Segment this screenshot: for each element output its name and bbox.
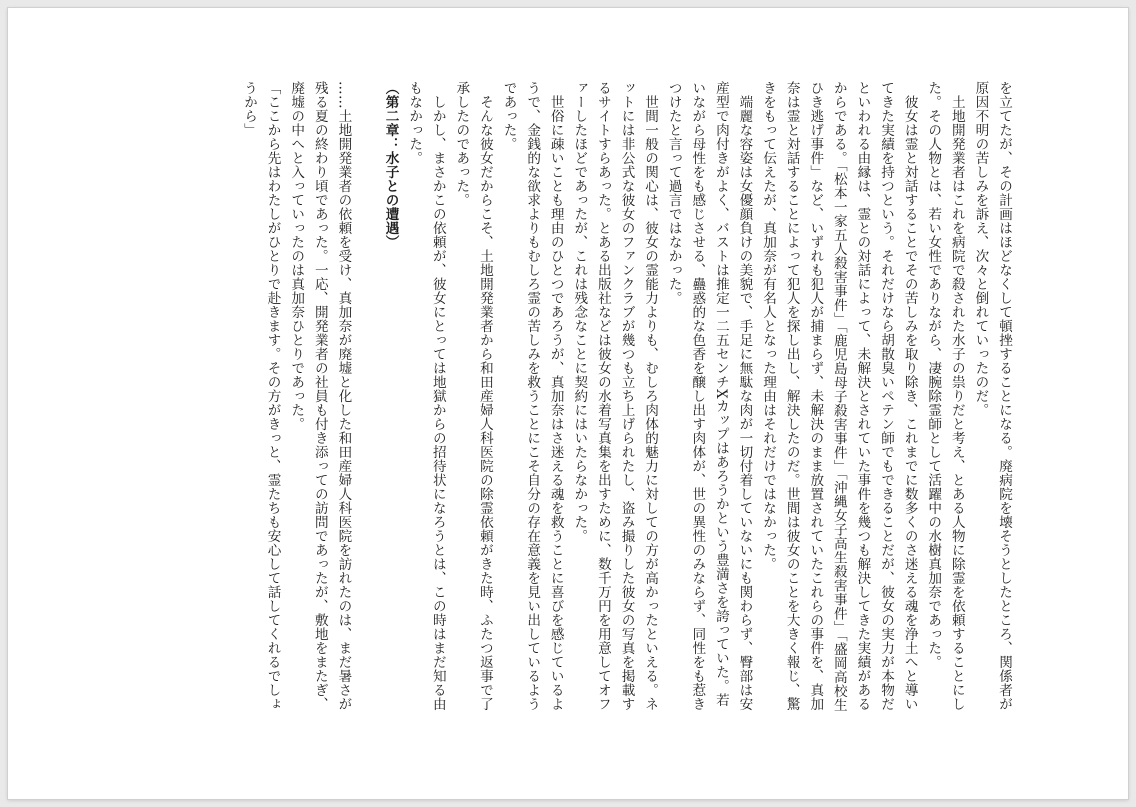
paragraph: そんな彼女だからこそ、土地開発業者から和田産婦人科医院の除霊依頼がきた時、ふたつ返事で了承したのであった。 (453, 81, 493, 711)
paragraph: 端麗な容姿は女優顔負けの美貌で、手足に無駄な肉が一切付着していないにも関わらず、臀部は安産型で肉付きがよく、バストは推定一二五センチXカップはあろうかという豊満さを誇っていた。若いながら母性をも感じさせる、蠱惑的な色香を醸し出す肉体が、世の異性のみならず、同性をも惹きつけたと言って過言ではなかった。 (665, 81, 753, 711)
paragraph: 「ここから先はわたしがひとりで赴きます。その方がきっと、霊たちも安心して話してくれるでしょうから」 (241, 81, 281, 711)
paragraph: ……土地開発業者の依頼を受け、真加奈が廃墟と化した和田産婦人科医院を訪れたのは、まだ暑さが残る夏の終わり頃であった。一応、開発業者の社員も付き添っての訪問であったが、敷地をまたぎ、廃墟の中へと入っていったのは真加奈ひとりであった。 (288, 81, 352, 711)
vertical-text-body (236, 81, 1015, 721)
paragraph: 世間一般の関心は、彼女の霊能力よりも、むしろ肉体的魅力に対しての方が高かったといえる。ネットには非公式な彼女のファンクラブが幾つも立ち上げられたし、盗み撮りした彼女の写真を掲載するサイトすらあった。とある出版社などは彼女の水着写真集を出すために、数千万円を用意してオファーしたほどであったが、これは残念なことに契約にはいたらなかった。 (571, 81, 659, 711)
paragraph: しかし、まさかこの依頼が、彼女にとっては地獄からの招待状になろうとは、この時はまだ知る由もなかった。 (406, 81, 446, 711)
paragraph: を立てたが、その計画はほどなくして頓挫することになる。廃病院を壊そうとしたところ、関係者が原因不明の苦しみを訴え、次々と倒れていったのだ。 (972, 81, 1012, 711)
chapter-heading: （第二章：水子との遭遇） (382, 81, 399, 249)
paragraph: 彼女は霊と対話することでその苦しみを取り除き、これまでに数多くのさ迷える魂を浄土へと導いてきた実績を持つという。それだけなら胡散臭いペテン師でもできることだが、彼女の実力が本物だといわれる由縁は、霊との対話によって、未解決とされていた事件を幾つも解決してきた実績があるからである。「松本一家五人殺害事件」「鹿児島母子殺害事件」「沖縄女子高生殺害事件」「盛岡高校生ひき逃げ事件」など、いずれも犯人が捕まらず、未解決のまま放置されていたこれらの事件を、真加奈は霊と対話することによって犯人を探し出し、解決したのだ。世間は彼女のことを大きく報じ、驚きをもって伝えたが、真加奈が有名人となった理由はそれだけではなかった。 (760, 81, 918, 712)
document-page (8, 8, 1128, 799)
paragraph: 世俗に疎いことも理由のひとつであろうが、真加奈はさ迷える魂を救うことに喜びを感じているようで、金銭的な欲求よりもむしろ霊の苦しみを救うことにこそ自分の存在意義を見い出しているようであった。 (500, 81, 564, 711)
paragraph: 土地開発業者はこれを病院で殺された水子の祟りだと考え、とある人物に除霊を依頼することにした。その人物とは、若い女性でありながら、凄腕除霊師として活躍中の水樹真加奈であった。 (925, 81, 965, 711)
